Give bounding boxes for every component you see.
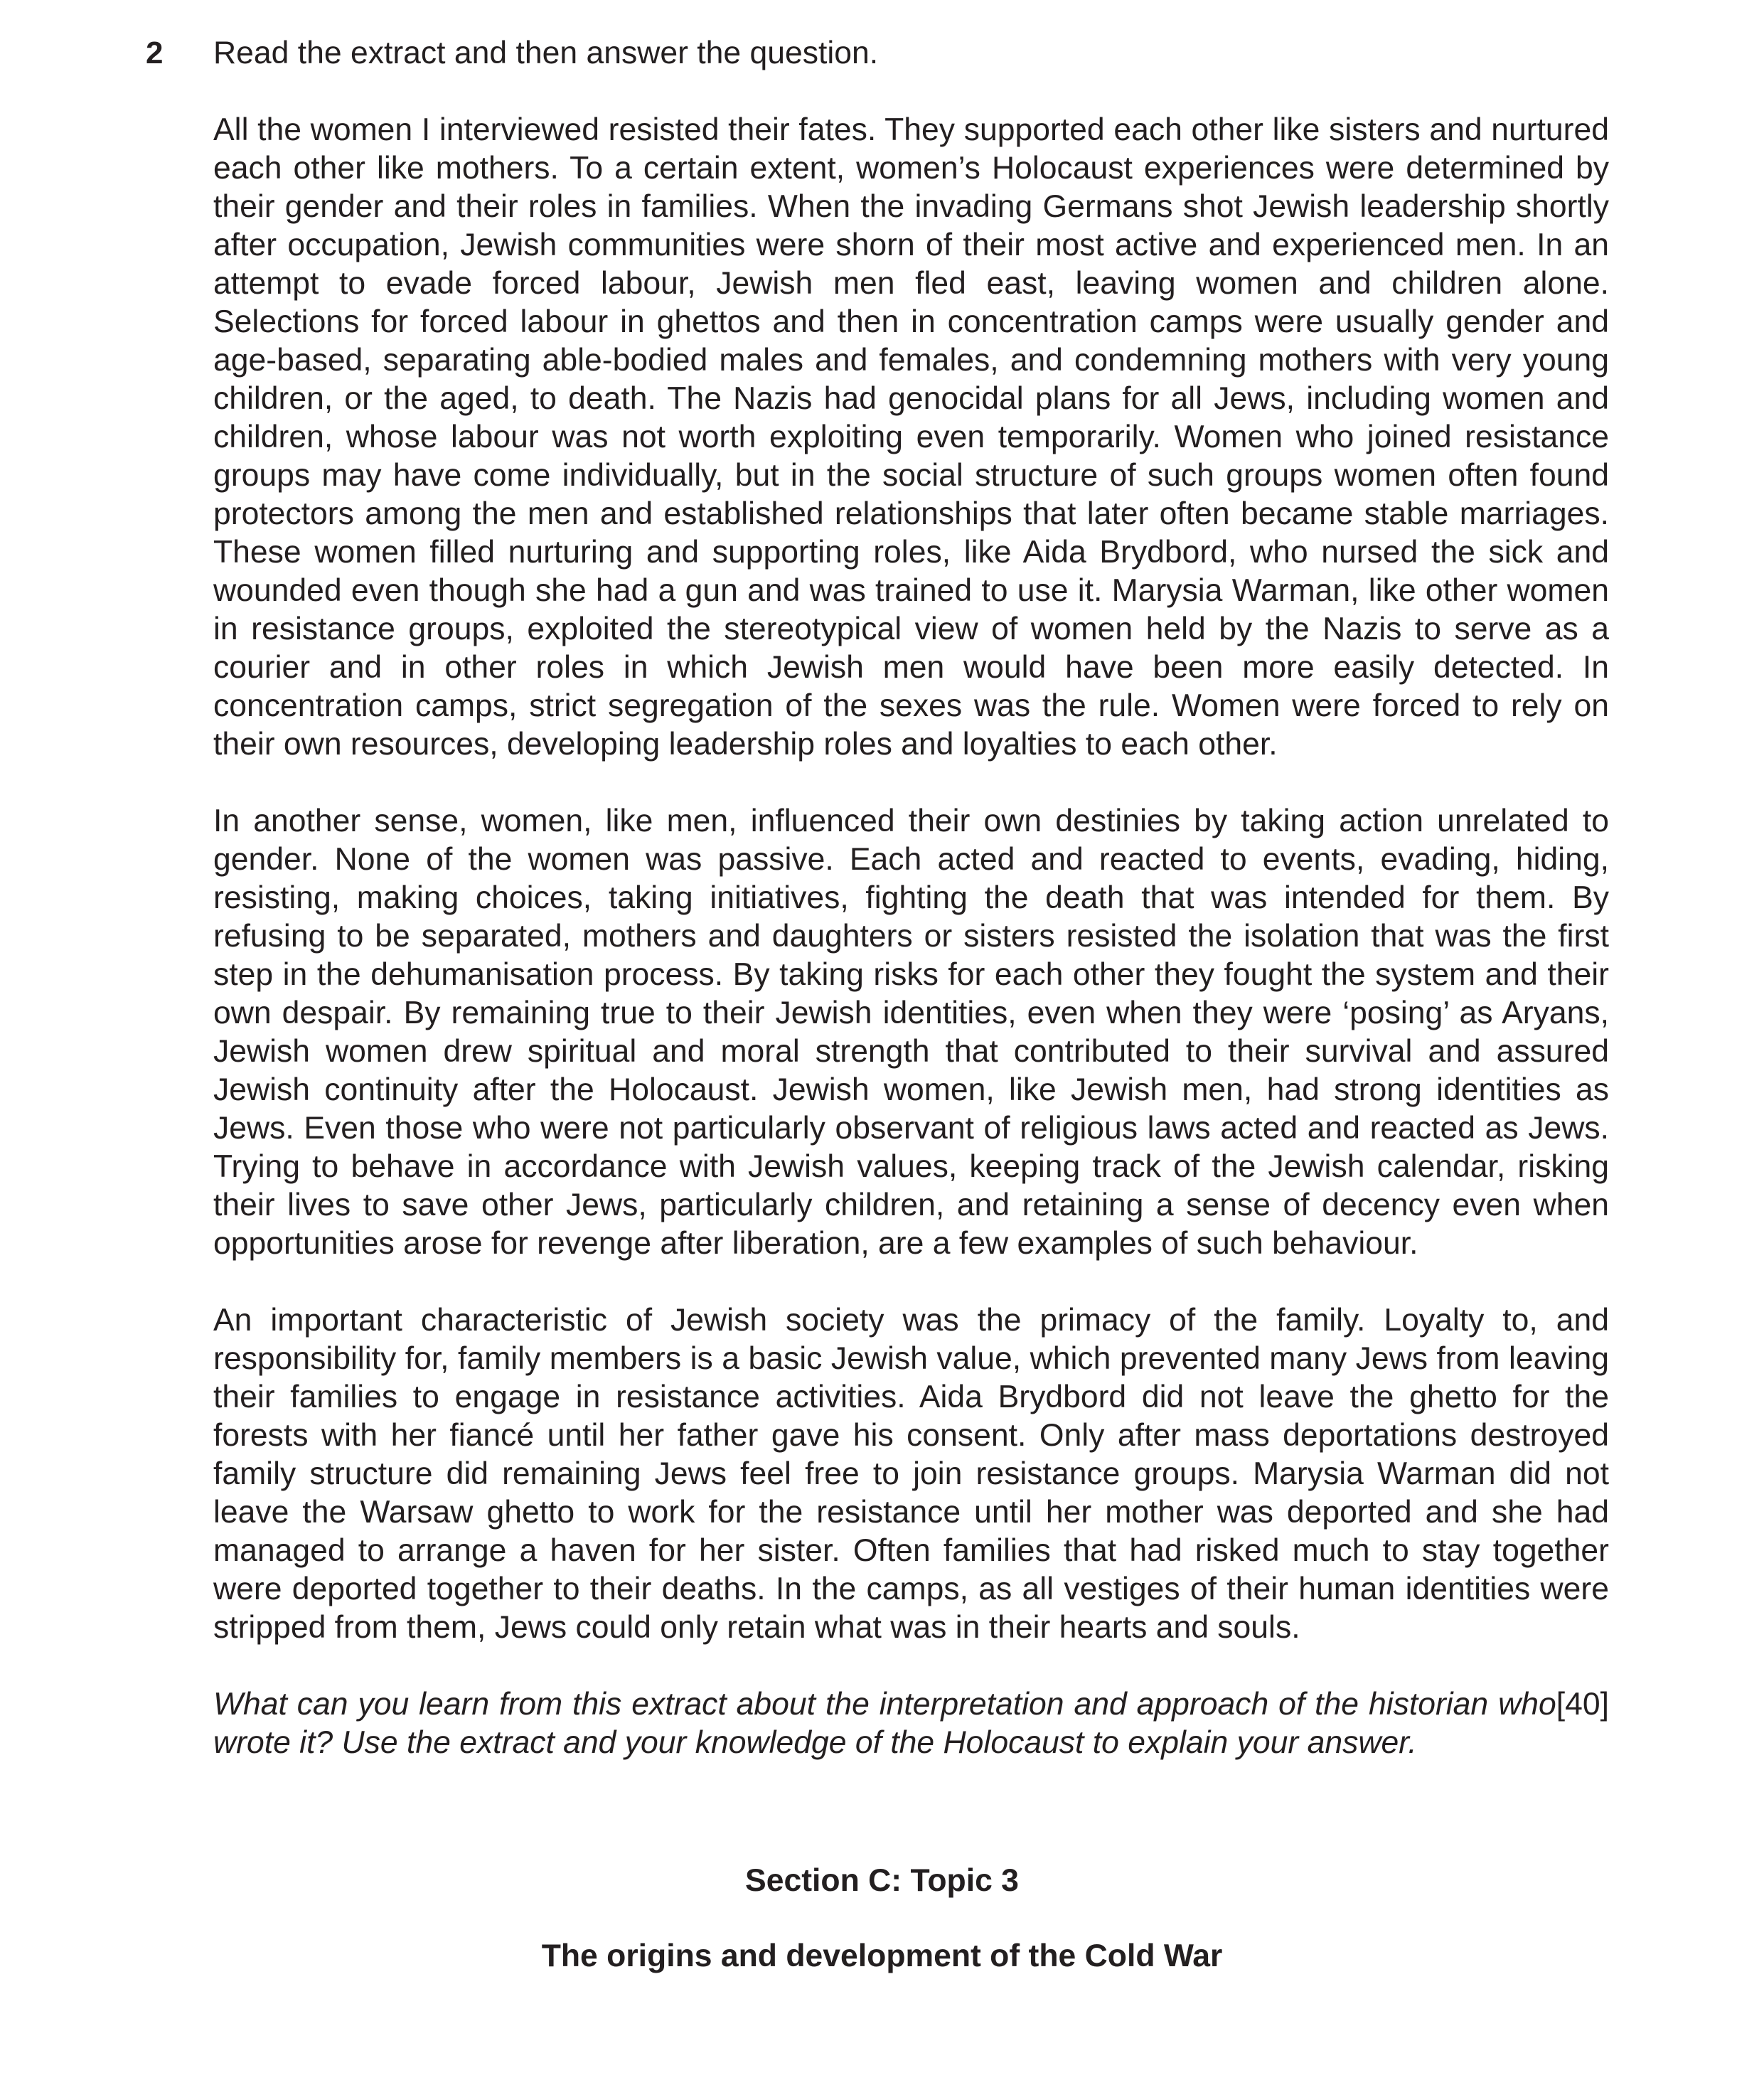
question-number: 2 xyxy=(146,36,164,70)
question-prompt-text: What can you learn from this extract about the interpretation and approach of the historian who wrote it? Use the extract and your knowledge of the Holocaust to explain your answer. xyxy=(213,1687,1556,1760)
section-heading: Section C: Topic 3 xyxy=(745,1863,1019,1898)
question-prompt xyxy=(213,1685,1609,1762)
question-instruction: Read the extract and then answer the question. xyxy=(213,36,879,70)
extract-paragraph-1: All the women I interviewed resisted their fates. They supported each other like sisters and nurtured each other like mothers. To a certain extent, women’s Holocaust experiences were determined by their gender and their roles in families. When the invading Germans shot Jewish leadership shortly after occupation, Jewish communities were shorn of their most active and experienced men. In an attempt to evade forced labour, Jewish men fled east, leaving women and children alone. Selections for forced labour in ghettos and then in concentration camps were usually gender and age-based, separating able-bodied males and females, and condemning mothers with very young children, or the aged, to death. The Nazis had genocidal plans for all Jews, including women and children, whose labour was not worth exploiting even temporarily. Women who joined resistance groups may have come individually, but in the social structure of such groups women often found protectors among the men and established relationships that later often became stable marriages. These women filled nurturing and supporting roles, like Aida Brydbord, who nursed the sick and wounded even though she had a gun and was trained to use it. Marysia Warman, like other women in resistance groups, exploited the stereotypical view of women held by the Nazis to serve as a courier and in other roles in which Jewish men would have been more easily detected. In concentration camps, strict segregation of the sexes was the rule. Women were forced to rely on their own resources, developing leadership roles and loyalties to each other. xyxy=(213,112,1609,762)
extract-paragraph-2: In another sense, women, like men, influenced their own destinies by taking action unrelated to gender. None of the women was passive. Each acted and reacted to events, evading, hiding, resisting, making choices, taking initiatives, fighting the death that was intended for them. By refusing to be separated, mothers and daughters or sisters resisted the isolation that was the first step in the dehumanisation process. By taking risks for each other they fought the system and their own despair. By remaining true to their Jewish identities, even when they were ‘posing’ as Aryans, Jewish women drew spiritual and moral strength that contributed to their survival and assured Jewish continuity after the Holocaust. Jewish women, like Jewish men, had strong identities as Jews. Even those who were not particularly observant of religious laws acted and reacted as Jews. Trying to behave in accordance with Jewish values, keeping track of the Jewish calendar, risking their lives to save other Jews, particularly children, and retaining a sense of decency even when opportunities arose for revenge after liberation, are a few examples of such behaviour. xyxy=(213,804,1609,1261)
extract-paragraph-3: An important characteristic of Jewish society was the primacy of the family. Loyalty to, and responsibility for, family members is a basic Jewish value, which prevented many Jews from leaving their families to engage in resistance activities. Aida Brydbord did not leave the ghetto for the forests with her fiancé until her father gave his consent. Only after mass deportations destroyed family structure did remaining Jews feel free to join resistance groups. Marysia Warman did not leave the Warsaw ghetto to work for the resistance until her mother was deported and she had managed to arrange a haven for her sister. Often families that had risked much to stay together were deported together to their deaths. In the camps, as all vestiges of their human identities were stripped from them, Jews could only retain what was in their hearts and souls. xyxy=(213,1303,1609,1645)
section-subheading: The origins and development of the Cold War xyxy=(541,1939,1223,1973)
question-marks: [40] xyxy=(1556,1687,1609,1722)
question-content xyxy=(213,34,1609,1762)
